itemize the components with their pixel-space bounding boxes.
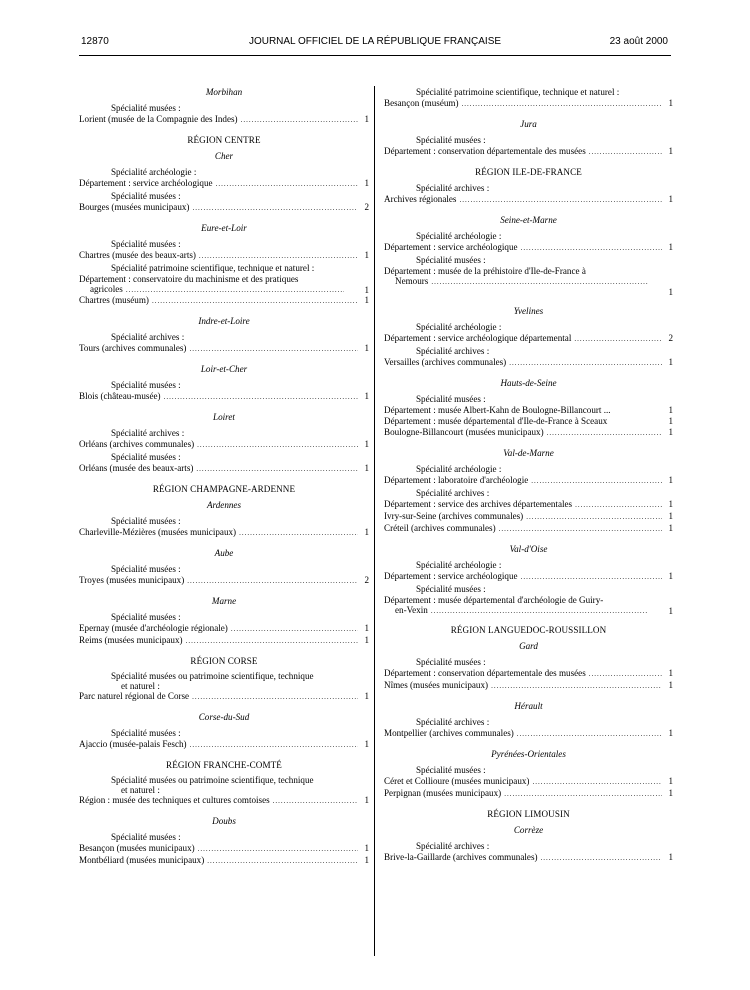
specialty-label: Spécialité archéologie : — [416, 464, 502, 474]
dot-leader — [589, 669, 662, 680]
entry-label: Département : service archéologique départemental — [384, 333, 572, 343]
entry-label-line2: agricoles — [90, 284, 123, 294]
entry-count: 1 — [364, 843, 369, 853]
dept-heading: Ardennes — [206, 500, 241, 510]
entry-count: 1 — [364, 343, 369, 353]
specialty-label: Spécialité musées : — [111, 380, 181, 390]
entry-label: Troyes (musées municipaux) — [79, 575, 185, 585]
entry-label: Orléans (archives communales) — [79, 439, 195, 449]
dot-leader — [459, 195, 662, 206]
dept-heading: Val-de-Marne — [503, 448, 554, 458]
specialty-label: Spécialité archives : — [416, 488, 490, 498]
entry-label: Besançon (musées municipaux) — [79, 843, 195, 853]
dot-leader — [491, 681, 662, 692]
specialty-line2: et naturel : — [121, 681, 160, 691]
dot-leader — [574, 334, 662, 345]
specialty-line1: Spécialité musées ou patrimoine scientifique, technique — [111, 671, 314, 681]
entry-label: Bourges (musées municipaux) — [79, 202, 190, 212]
header-rule — [79, 55, 671, 56]
list-entry — [384, 788, 673, 800]
entry-count: 1 — [668, 499, 673, 509]
list-entry — [79, 391, 369, 403]
list-entry — [384, 499, 673, 511]
entry-label-line1: Département : conservatoire du machinisme et des pratiques — [79, 274, 299, 284]
entry-count: 1 — [668, 146, 673, 156]
entry-label: Chartres (muséum) — [79, 295, 149, 305]
dot-leader — [575, 500, 662, 511]
dot-leader — [431, 277, 648, 287]
entry-label: Ajaccio (musée-palais Fesch) — [79, 739, 187, 749]
dot-leader — [207, 856, 358, 867]
entry-count: 1 — [364, 855, 369, 865]
right-column — [384, 86, 673, 864]
dot-leader — [517, 729, 662, 740]
dot-leader — [186, 636, 358, 647]
entry-count: 1 — [364, 250, 369, 260]
specialty-label: Spécialité musées : — [416, 255, 486, 265]
specialty-line1: Spécialité musées ou patrimoine scientifique, technique — [111, 775, 314, 785]
entry-count: 1 — [364, 114, 369, 124]
journal-title: JOURNAL OFFICIEL DE LA RÉPUBLIQUE FRANÇAISE — [248, 36, 502, 47]
entry-label: Ivry-sur-Seine (archives communales) — [384, 511, 524, 521]
specialty-label: Spécialité archéologie : — [416, 560, 502, 570]
specialty-label: Spécialité musées : — [416, 765, 486, 775]
specialty-label: Spécialité musées : — [416, 657, 486, 667]
list-entry — [384, 475, 673, 487]
entry-label: Perpignan (musées municipaux) — [384, 788, 502, 798]
dot-leader — [541, 853, 662, 864]
entry-label: Parc naturel régional de Corse — [79, 691, 190, 701]
list-entry — [79, 795, 369, 807]
entry-count: 1 — [668, 571, 673, 581]
entry-label: Département : laboratoire d'archéologie — [384, 475, 529, 485]
entry-count: 1 — [364, 285, 369, 295]
dept-heading: Corrèze — [513, 825, 544, 835]
entry-label: Créteil (archives communales) — [384, 523, 496, 533]
entry-count: 1 — [364, 691, 369, 701]
list-entry — [79, 463, 369, 475]
list-entry — [79, 855, 369, 867]
dot-leader — [547, 428, 662, 439]
list-entry — [79, 295, 369, 307]
list-entry-wrapped — [79, 274, 369, 295]
list-entry — [384, 523, 673, 535]
dept-heading: Indre-et-Loire — [198, 316, 250, 326]
dot-leader — [532, 777, 662, 788]
list-entry — [79, 691, 369, 703]
page-header — [0, 0, 750, 56]
entry-label: Orléans (musée des beaux-arts) — [79, 463, 194, 473]
list-entry — [384, 571, 673, 583]
entry-count: 1 — [364, 623, 369, 633]
entry-label: Archives régionales — [384, 194, 457, 204]
specialty-label: Spécialité patrimoine scientifique, technique et naturel : — [111, 263, 315, 273]
dept-heading: Corse-du-Sud — [198, 712, 250, 722]
dot-leader — [199, 251, 358, 262]
entry-count: 1 — [668, 194, 673, 204]
dot-leader — [509, 358, 662, 369]
specialty-label: Spécialité musées : — [416, 135, 486, 145]
entry-count: 1 — [364, 527, 369, 537]
entry-count: 1 — [364, 739, 369, 749]
specialty-label: Spécialité archives : — [416, 183, 490, 193]
dot-leader — [197, 440, 358, 451]
specialty-label: Spécialité musées : — [111, 452, 181, 462]
specialty-label: Spécialité musées : — [416, 584, 486, 594]
entry-count: 1 — [668, 416, 673, 426]
specialty-label: Spécialité musées : — [111, 191, 181, 201]
entry-count: 1 — [668, 405, 673, 415]
entry-label: Boulogne-Billancourt (musées municipaux) — [384, 427, 544, 437]
list-entry — [384, 427, 673, 439]
entry-count: 1 — [364, 391, 369, 401]
list-entry — [384, 728, 673, 740]
list-entry — [384, 357, 673, 369]
list-entry — [79, 439, 369, 451]
dept-heading: Hérault — [514, 701, 543, 711]
specialty-label: Spécialité musées : — [111, 728, 181, 738]
entry-label: Département : service archéologique — [384, 242, 518, 252]
dot-leader — [192, 203, 358, 214]
entry-count: 1 — [668, 606, 673, 616]
specialty-label: Spécialité archives : — [111, 332, 185, 342]
entry-label: Lorient (musée de la Compagnie des Indes) — [79, 114, 238, 124]
entry-label-line1: Département : musée de la préhistoire d'Ile-de-France à — [384, 266, 586, 276]
entry-label: Brive-la-Gaillarde (archives communales) — [384, 852, 538, 862]
dept-heading: Loir-et-Cher — [200, 364, 248, 374]
dept-heading: Seine-et-Marne — [500, 215, 557, 225]
specialty-label: Spécialité patrimoine scientifique, technique et naturel : — [416, 87, 620, 97]
specialty-label: Spécialité archéologie : — [416, 322, 502, 332]
list-entry — [384, 776, 673, 788]
entry-count: 1 — [364, 439, 369, 449]
entry-label: Région : musée des techniques et cultures comtoises — [79, 795, 270, 805]
entry-count: 1 — [668, 511, 673, 521]
list-entry — [79, 843, 369, 855]
specialty-label: Spécialité musées : — [111, 564, 181, 574]
entry-label: Chartres (musée des beaux-arts) — [79, 250, 196, 260]
entry-label-line2: en-Vexin — [395, 605, 428, 615]
entry-count: 1 — [364, 635, 369, 645]
entry-label: Blois (château-musée) — [79, 391, 161, 401]
entry-label: Département : service archéologique — [384, 571, 518, 581]
entry-count: 1 — [668, 788, 673, 798]
region-heading: RÉGION CORSE — [190, 656, 258, 666]
list-entry — [79, 178, 369, 190]
dot-leader — [126, 285, 344, 295]
specialty-label: Spécialité archives : — [416, 717, 490, 727]
list-entry — [384, 416, 673, 427]
region-heading: RÉGION CENTRE — [187, 135, 261, 145]
entry-count: 1 — [668, 680, 673, 690]
dot-leader — [192, 692, 358, 703]
specialty-label: Spécialité archives : — [416, 841, 490, 851]
list-entry — [79, 635, 369, 647]
dot-leader — [526, 512, 662, 523]
entry-label: Montbéliard (musées municipaux) — [79, 855, 205, 865]
entry-count: 1 — [364, 463, 369, 473]
entry-count: 1 — [364, 178, 369, 188]
dept-heading: Loiret — [213, 412, 235, 422]
entry-label: Nîmes (musées municipaux) — [384, 680, 489, 690]
dot-leader — [187, 576, 358, 587]
entry-count: 1 — [668, 852, 673, 862]
specialty-label: Spécialité musées : — [416, 394, 486, 404]
dot-leader — [231, 624, 358, 635]
list-entry — [384, 98, 673, 110]
list-entry — [79, 527, 369, 539]
entry-label: Reims (musées municipaux) — [79, 635, 183, 645]
dept-heading: Yvelines — [513, 306, 544, 316]
left-column — [79, 86, 369, 867]
dept-heading: Eure-et-Loir — [201, 223, 247, 233]
page-number: 12870 — [81, 36, 109, 47]
dot-leader — [241, 115, 358, 126]
dot-leader — [431, 606, 648, 616]
dept-heading: Cher — [214, 151, 234, 161]
entry-count: 1 — [668, 98, 673, 108]
dept-heading: Doubs — [212, 816, 236, 826]
list-entry — [384, 405, 673, 416]
list-entry — [384, 242, 673, 254]
entry-count: 1 — [668, 242, 673, 252]
dot-leader — [239, 528, 358, 539]
entry-count: 1 — [364, 795, 369, 805]
list-entry — [384, 511, 673, 523]
specialty-label — [79, 775, 369, 795]
list-entry-wrapped — [384, 595, 673, 616]
entry-label: Céret et Collioure (musées municipaux) — [384, 776, 530, 786]
dot-leader — [189, 344, 358, 355]
entry-label: Département : conservation départementale des musées — [384, 668, 586, 678]
specialty-label: Spécialité archéologie : — [416, 231, 502, 241]
region-heading: RÉGION LANGUEDOC-ROUSSILLON — [450, 625, 607, 635]
specialty-label — [79, 671, 369, 691]
dot-leader — [531, 476, 662, 487]
specialty-label: Spécialité archives : — [416, 346, 490, 356]
entry-count: 1 — [668, 357, 673, 367]
entry-count: 1 — [364, 295, 369, 305]
column-divider — [374, 86, 375, 956]
dept-heading: Marne — [211, 596, 237, 606]
list-entry — [384, 146, 673, 158]
entry-label: Département : musée Albert-Kahn de Boulogne-Billancourt ... — [384, 405, 611, 415]
dept-heading: Pyrénées-Orientales — [491, 749, 566, 759]
list-entry — [79, 343, 369, 355]
specialty-label: Spécialité musées : — [111, 239, 181, 249]
region-heading: RÉGION CHAMPAGNE-ARDENNE — [152, 484, 296, 494]
entry-label: Montpellier (archives communales) — [384, 728, 514, 738]
entry-count: 1 — [668, 475, 673, 485]
list-entry — [384, 852, 673, 864]
issue-date: 23 août 2000 — [609, 36, 668, 47]
entry-label: Charleville-Mézières (musées municipaux) — [79, 527, 237, 537]
entry-count: 2 — [364, 575, 369, 585]
list-entry-wrapped — [384, 266, 673, 297]
dept-heading: Gard — [519, 641, 538, 651]
entry-label: Département : musée départemental d'Ile-de-France à Sceaux — [384, 416, 608, 426]
specialty-label: Spécialité musées : — [111, 103, 181, 113]
dot-leader — [499, 524, 662, 535]
dot-leader — [504, 789, 662, 800]
specialty-label: Spécialité archives : — [111, 428, 185, 438]
list-entry — [79, 575, 369, 587]
entry-count: 1 — [668, 776, 673, 786]
list-entry — [79, 250, 369, 262]
dept-heading: Hauts-de-Seine — [500, 378, 557, 388]
list-entry — [79, 114, 369, 126]
specialty-label: Spécialité archéologie : — [111, 167, 197, 177]
dot-leader — [190, 740, 358, 751]
dot-leader — [462, 99, 663, 110]
specialty-label: Spécialité musées : — [111, 516, 181, 526]
specialty-label: Spécialité musées : — [111, 612, 181, 622]
entry-count: 2 — [668, 333, 673, 343]
list-entry — [384, 668, 673, 680]
dot-leader — [273, 796, 358, 807]
region-heading: RÉGION FRANCHE-COMTÉ — [166, 760, 282, 770]
list-entry — [79, 623, 369, 635]
entry-count: 1 — [668, 523, 673, 533]
entry-count: 1 — [668, 668, 673, 678]
dot-leader — [589, 147, 662, 158]
dot-leader — [198, 844, 358, 855]
entry-count: 1 — [668, 728, 673, 738]
dot-leader — [521, 572, 662, 583]
dot-leader — [152, 296, 358, 307]
entry-label-line1: Département : musée départemental d'archéologie de Guiry- — [384, 595, 604, 605]
entry-label-line2: Nemours — [395, 276, 429, 286]
entry-label: Département : service archéologique — [79, 178, 213, 188]
dept-heading: Val-d'Oise — [509, 544, 548, 554]
list-entry — [384, 194, 673, 206]
entry-count: 1 — [668, 427, 673, 437]
specialty-line2: et naturel : — [121, 785, 160, 795]
entry-label: Département : conservation départementale des musées — [384, 146, 586, 156]
list-entry — [79, 202, 369, 214]
entry-label: Versailles (archives communales) — [384, 357, 507, 367]
dept-heading: Aube — [214, 548, 234, 558]
dept-heading: Jura — [520, 119, 537, 129]
region-heading: RÉGION LIMOUSIN — [487, 809, 570, 819]
region-heading: RÉGION ILE-DE-FRANCE — [475, 167, 582, 177]
dot-leader — [164, 392, 358, 403]
entry-label: Département : service des archives départementales — [384, 499, 573, 509]
entry-count: 2 — [364, 202, 369, 212]
dept-heading: Morbihan — [205, 87, 243, 97]
dot-leader — [216, 179, 358, 190]
list-entry — [384, 333, 673, 345]
specialty-label: Spécialité musées : — [111, 832, 181, 842]
entry-count: 1 — [668, 287, 673, 297]
list-entry — [384, 680, 673, 692]
dot-leader — [196, 464, 358, 475]
entry-label: Epernay (musée d'archéologie régionale) — [79, 623, 228, 633]
entry-label: Tours (archives communales) — [79, 343, 187, 353]
dot-leader — [521, 243, 662, 254]
entry-label: Besançon (muséum) — [384, 98, 459, 108]
list-entry — [79, 739, 369, 751]
